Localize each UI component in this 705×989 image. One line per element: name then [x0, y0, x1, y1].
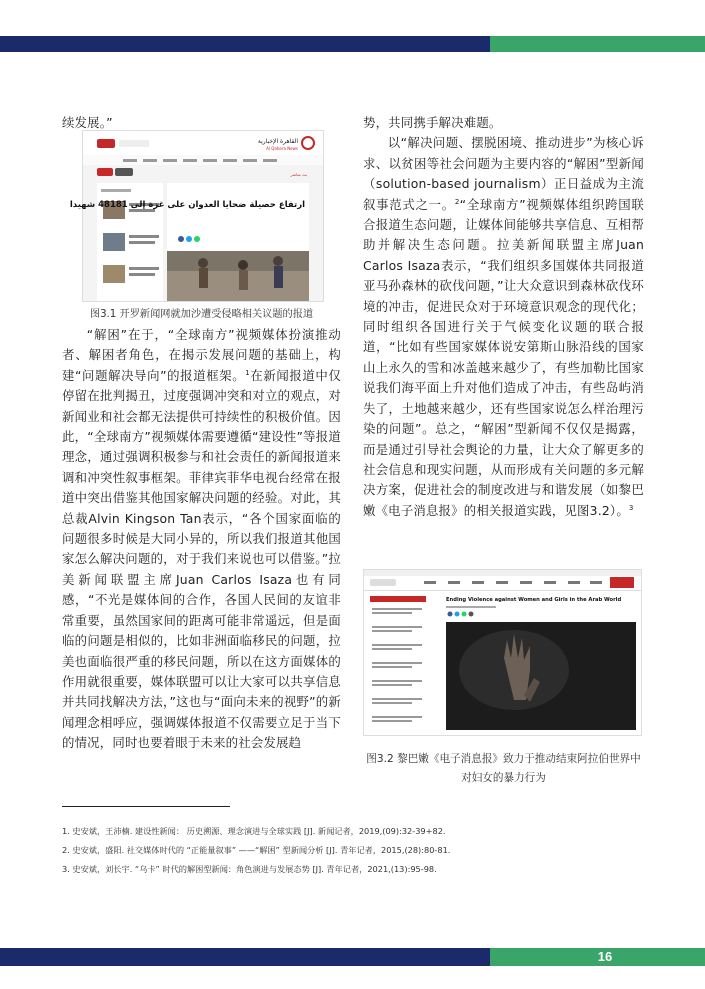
footnotes: [62, 822, 652, 879]
figure-3-2-caption: 图3.2 黎巴嫩《电子消息报》致力于推动结束阿拉伯世界中对妇女的暴力行为: [366, 753, 641, 784]
fig1-live: بث مباشر: [290, 172, 307, 177]
fig1-logo: القاهرة الإخبارية: [257, 138, 298, 145]
right-p2b-text: “全球南方”视频媒体组织跨国联合报道生态问题，让媒体间能够共享信息、互相帮助并解决生态问题。拉美新闻联盟主席Juan Carlos Isaza表示，“我们组织多国媒体共同报道亚马孙森林的砍伐问题，”让大众意识到森林砍伐环境的冲击，促进民众对于环境意识观念的现代化；同时组织各国进行关于气候变化议题的联合报道，“比如有些国家媒体说安第斯山脉沿线的国家山上永久的雪和冰盖越来越少了，有些加勒比国家说我们海平面上升对他们造成了冲击，有些岛屿消失了，土地越来越少，还有些国家说怎么样治理污染的问题”。总之，“解困”型新闻不仅仅是揭露，而是通过引导社会舆论的力量，让大众了解更多的社会信息和现实问题，从而形成有关问题的多元解决方案，促进社会的制度改进与和谐发展（如黎巴嫩《电子消息报》的相关报道实践，见图3.2）。: [363, 196, 644, 518]
fig2-headline: Ending Violence against Women and Girls in the Arab World: [446, 597, 622, 603]
page-number: 16: [597, 949, 613, 964]
header-band-navy: [0, 36, 490, 52]
footnote-3: 3. 史安斌，刘长宇. “乌卡” 时代的解困型新闻：角色演进与发展态势 [J]. 青年记者，2021,(13):95-98.: [62, 864, 437, 874]
right-paragraph: [363, 133, 644, 521]
header-band-green: [490, 36, 705, 52]
left-p1b-text: 在新闻报道中仅停留在批判揭丑，过度强调冲突和对立的观点，对新闻业和社会都无法提供可持续性的积极价值。因此，“全球南方”视频媒体需要遵循“建设性”等报道理念，通过强调积极参与和社会责任的新闻报道来调和冲突性叙事框架。菲律宾菲华电视台经常在报道中突出借鉴其他国家解决问题的经验。对此，其总裁Alvin Kingson Tan表示，“各个国家面临的问题很多时候是大同小异的，所以我们报道其他国家怎么解决问题的，对于我们来说也可以借鉴。”拉美新闻联盟主席Juan Carlos Isaza也有同感，“不光是媒体间的合作，各国人民间的友谊非常重要，虽然国家间的距离可能非常遥远，但是面临的问题是相似的，比如非洲面临移民的问题，拉美也面临很严重的移民问题，所以在这方面媒体的作用就很重要，媒体联盟可以让大家可以共享信息并共同找解决方法，”这也与“面向未来的视野”的新闻理念相呼应，强调媒体报道不仅需要立足于当下的情况，同时也要着眼于未来的社会发展趋: [62, 367, 341, 751]
right-p2a-text: 以“解决问题、摆脱困境、推动进步”为核心诉求、以贫困等社会问题为主要内容的“解困”型新闻（solution-based journalism）正日益成为主流叙事范式之一。: [363, 135, 644, 212]
figure-3-1-caption: 图3.1 开罗新闻网就加沙遭受侵略相关议题的报道: [89, 309, 314, 320]
left-continuation-text: 续发展。”: [62, 115, 113, 130]
footer-band-navy: [0, 948, 490, 966]
lebanon-elnashra-website-image: [364, 570, 641, 735]
footnote-ref-2: 2: [454, 197, 460, 206]
footnote-ref-3: 3: [628, 503, 634, 512]
footnote-2: 2. 史安斌，盛阳. 社交媒体时代的 “正能量叙事” ——“解困” 型新闻分析 [J]. 青年记者，2015,(28):80-81.: [62, 845, 451, 855]
figure-3-2-screenshot: [363, 569, 642, 736]
header-band: [0, 36, 705, 52]
right-column-body: [363, 113, 644, 521]
cairo-news-website-image: [69, 131, 323, 301]
right-continuation: 势，共同携手解决难题。: [363, 115, 502, 130]
fig1-logo-sub: Al Qahera News: [266, 146, 298, 151]
figure-3-1-screenshot: [69, 130, 324, 302]
fig1-headline: ارتفاع حصيلة ضحايا العدوان على غزة إلى 48181 شهيدا: [69, 200, 305, 210]
left-column-body: [62, 325, 341, 754]
footnote-ref-1: 1: [245, 368, 250, 377]
left-paragraph: [62, 325, 341, 754]
footnote-1: 1. 史安斌，王沛楠. 建设性新闻： 历史溯源、理念演进与全球实践 [J]. 新闻记者，2019,(09):32-39+82.: [62, 826, 446, 836]
left-p1-text: “解困”在于，“全球南方”视频媒体扮演推动者、解困者角色，在揭示发展问题的基础上，构建“问题解决导向”的报道框架。: [62, 327, 341, 383]
footnote-rule: [62, 806, 230, 807]
